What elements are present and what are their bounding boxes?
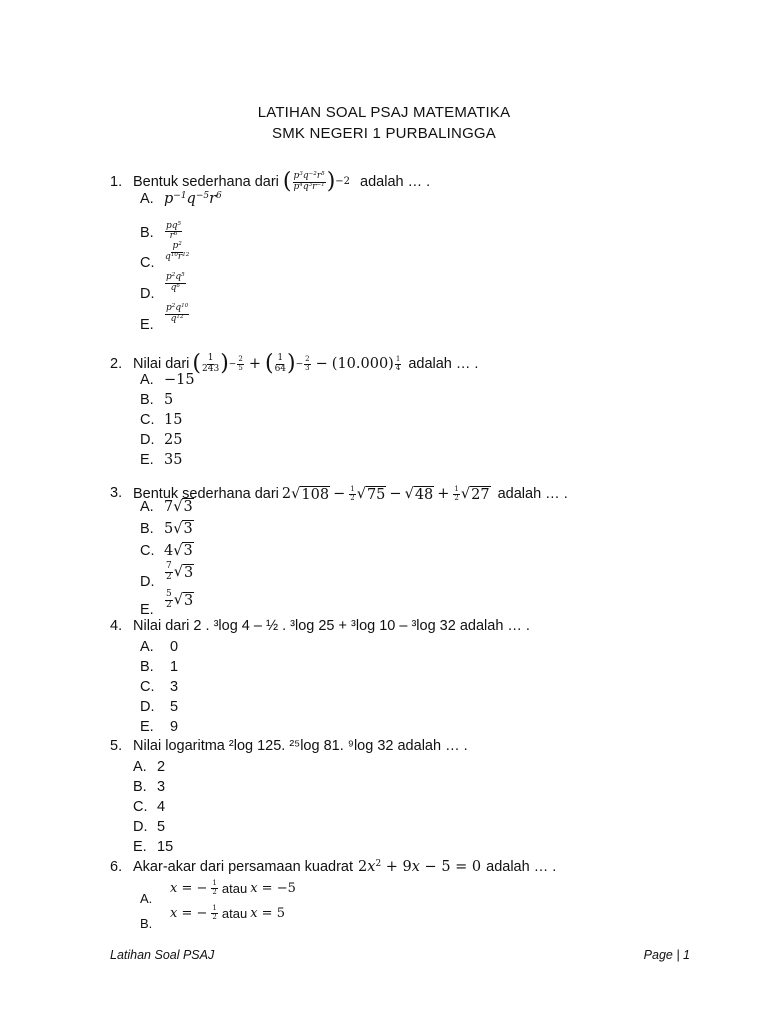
question-number: 1. [110,174,123,190]
option-value: 4√3 [164,543,193,559]
question-text [133,171,430,193]
question-suffix: adalah … . [408,356,479,372]
question-number: 3. [110,485,123,501]
question-text: Nilai logaritma ²log 125. ²⁵log 81. ⁹log 32 adalah … . [133,738,468,754]
option-value: x = − $\frac{1}{2}$ atau x = −5 [170,879,296,896]
option-value: $\frac{p^2}{q^{10}r^{12}}$ [165,241,190,262]
school-name: SMK NEGERI 1 PURBALINGGA [271,125,497,142]
page-number: Page | 1 [643,948,690,962]
math-expression: $2x^2 + 9x - 5 = 0$ [358,859,482,875]
question-prefix: Bentuk sederhana dari [133,174,279,190]
option-value: $p^{-1}q^{-5}r^6$ [164,191,222,207]
document-page: LATIHAN SOAL PSAJ MATEMATIKA SMK NEGERI 1 PURBALINGGA 1. Bentuk sederhana dari ( $\frac{p^3q^{-2}r^5}{p^4q^3r^{-1}}$ ) −2 adalah … . A. $p^{-1}q^{-5}r^6$ B. $\frac{pq^5}{r^6}$ C. $\frac{p^2}{q^{10}r^{12}}$ D. $\frac{p^2q^5}{q^6}$ E. $\frac{p^2q^{10}}{q^{12}}$ 2. Nilai dari ( $\frac{1}{243}$ ) − $\frac{2}{5}$ + ( $\frac{1}{64}$ ) − $\frac{2}{3}$ − (10.000) $\frac{1}{4}$ adalah … . A. −15 B. 5 C. 15 D. 25 E. 35 3. Bentuk sederhana dari 2 √ 108 − $\frac{1}{2}$ √ 75 − √ 48 + $\frac{1}{2}$ √ 27 adalah … . A. 7√3 B. 5√3 C. 4√3 D. $\frac{7}{2}$ √ 3 E. $\frac{5}{2}$ √ 3 4. Nilai dari 2 . ³log 4 – ½ . ³log 25 + ³log 10 – ³log 32 adalah … . A. 0 B. 1 C. 3 D. 5 E. 9 5. Nilai logaritma ²log 125. ²⁵log 81. ⁹log 32 adalah … . A. 2 B. 3 C. 4 D. 5 E. 15 6. Akar-akar dari persamaan kuadrat $2x^2 + 9x - 5 = 0$ adalah … . A. x = − $\frac{1}{2}$ atau x = −5 B. x = − $\frac{1}{2}$ atau x = 5 Latihan Soal PSAJ Page | 1 [0,0,768,1024]
question-text [133,859,556,875]
option-value: 7√3 [164,499,193,515]
option-value: x = − $\frac{1}{2}$ atau x = 5 [170,904,285,921]
option-value: $\frac{p^2q^{10}}{q^{12}}$ [166,303,189,324]
option-value: 5√3 [164,521,193,537]
question-number: 4. [110,618,123,634]
option-value: $\frac{p^2q^5}{q^6}$ [166,272,185,293]
question-text [133,486,568,503]
question-number: 2. [110,356,123,372]
question-number: 6. [110,859,123,875]
math-expression: ( $\frac{p^3q^{-2}r^5}{p^4q^3r^{-1}}$ ) −2 [282,169,351,194]
question-text: Nilai dari 2 . ³log 4 – ½ . ³log 25 + ³log 10 – ³log 32 adalah … . [133,618,530,634]
option-value: $\frac{5}{2}$ √ 3 [166,589,194,610]
option-value: $\frac{7}{2}$ √ 3 [166,561,194,582]
question-suffix: adalah … . [486,859,557,875]
option-value: $\frac{pq^5}{r^6}$ [166,220,182,242]
question-suffix: adalah … . [497,486,568,502]
question-number: 5. [110,738,123,754]
question-prefix: Akar-akar dari persamaan kuadrat [133,859,354,875]
math-expression: 2 √ 108 − $\frac{1}{2}$ √ 75 − √ 48 + $\frac{1}{2}$ √ 27 [281,485,490,503]
question-prefix: Bentuk sederhana dari [133,486,279,502]
document-title: LATIHAN SOAL PSAJ MATEMATIKA [257,104,511,121]
question-suffix: adalah … . [360,174,431,190]
math-expression: ( $\frac{1}{243}$ ) − $\frac{2}{5}$ + ( $\frac{1}{64}$ ) − $\frac{2}{3}$ − (10.000) $\frac{1}{4}$ [192,351,401,376]
footer-left: Latihan Soal PSAJ [110,948,215,962]
question-prefix: Nilai dari [133,356,190,372]
